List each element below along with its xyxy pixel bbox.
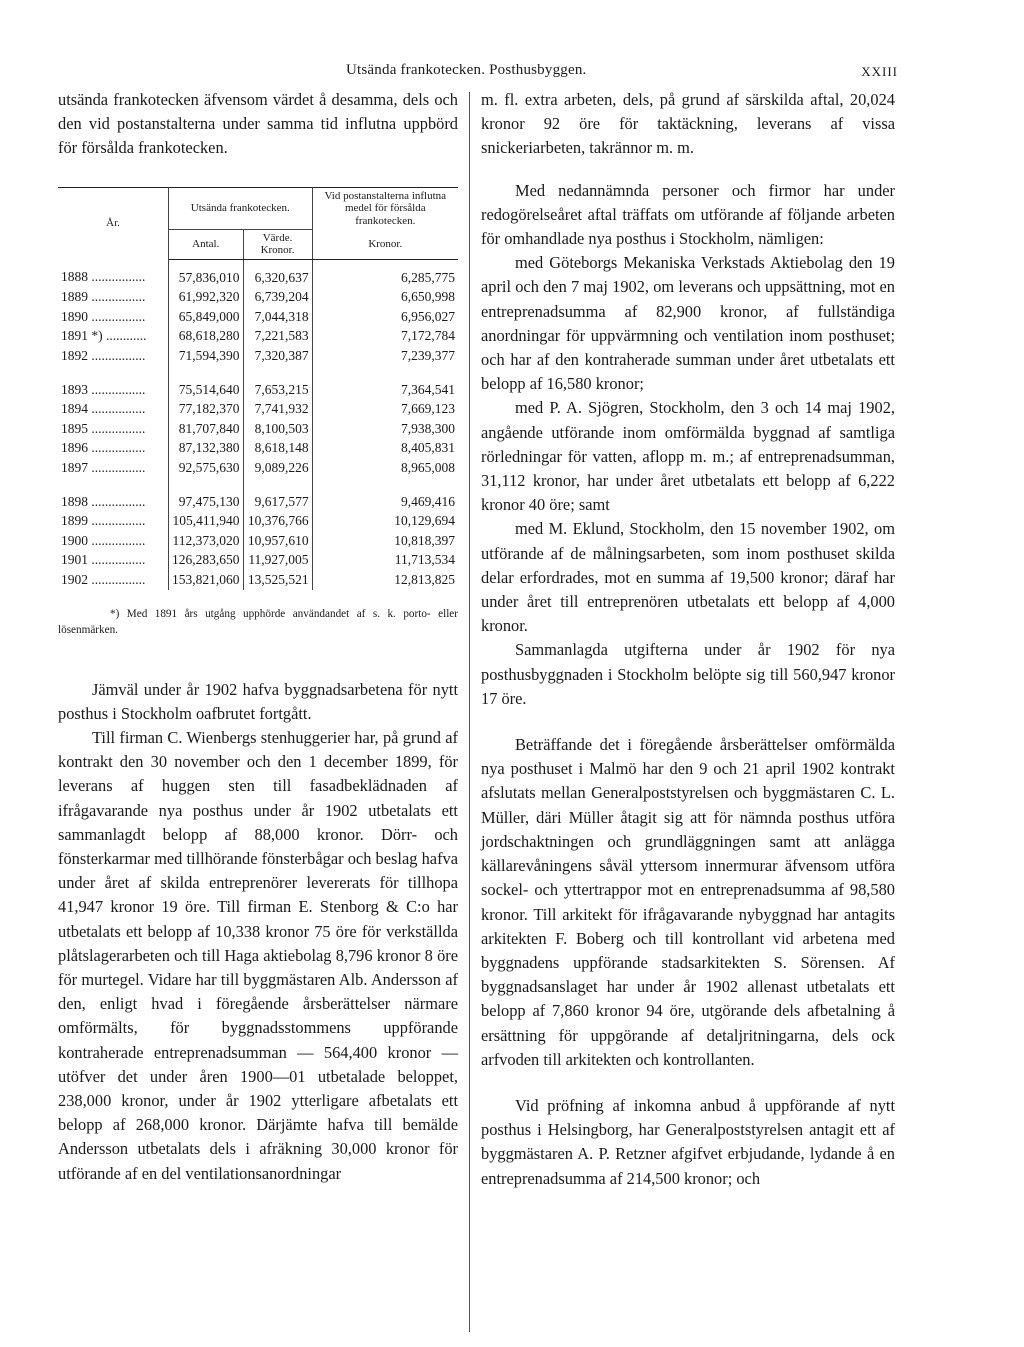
- cell-count: 126,283,650: [169, 550, 244, 570]
- cell-count: 57,836,010: [169, 259, 244, 287]
- cell-value: 10,957,610: [243, 531, 312, 551]
- year-label: 1890: [61, 308, 88, 324]
- dot-leader: ................: [88, 269, 146, 285]
- cell-receipts: 6,956,027: [401, 308, 455, 324]
- year-label: 1894: [61, 401, 88, 417]
- cell-year: [58, 478, 169, 512]
- cell-year: [58, 511, 169, 531]
- paragraph-contracts-intro: Med nedannämnda personer och firmor har under redogörelseåret aftal träffats om utförande af följande arbeten för omhandlade nya posthus i Stockholm, nämligen:: [481, 180, 895, 249]
- col-count-header: Antal.: [169, 229, 244, 259]
- intro-paragraph: utsända frankotecken äfvensom värdet å desamma, dels och den vid postanstalterna under samma tid influtna uppbörd för försålda frankotecken.: [58, 90, 458, 158]
- cell-year: [58, 419, 169, 439]
- cell-value: 9,617,577: [243, 478, 312, 512]
- cell-count: 61,992,320: [169, 287, 244, 307]
- table-row: [58, 550, 458, 570]
- cell-receipts: 9,469,416: [401, 493, 455, 509]
- table-footnote: *) Med 1891 års utgång upphörde användandet af s. k. porto- eller lösenmärken.: [58, 607, 458, 636]
- table-row: [58, 478, 458, 512]
- cell-value: 7,221,583: [243, 326, 312, 346]
- table-row: [58, 307, 458, 327]
- col-year-header: År.: [58, 187, 169, 259]
- table-row: [58, 259, 458, 287]
- dot-leader: ................: [88, 420, 146, 436]
- cell-value: 11,927,005: [243, 550, 312, 570]
- paragraph-sjogren: med P. A. Sjögren, Stockholm, den 3 och 14 maj 1902, angående utförande inom omförmälda byggnad af samtliga rörledningar för vatten, aflopp m. m.; af entreprenadsumman, 31,112 kronor, har under året utbetalats ett belopp af 6,222 kronor 40 öre; samt: [481, 398, 895, 515]
- table-group-1: [58, 259, 458, 365]
- cell-receipts: 6,650,998: [401, 289, 455, 305]
- table-row: [58, 346, 458, 366]
- paragraph-helsingborg: Vid pröfning af inkomna anbud å uppförande af nytt posthus i Helsingborg, har Generalpoststyrelsen antagit ett af byggmästaren A. P. Retzner afgifvet erbjudande, lydande å en entreprenadsumma af 214,500 kronor; och: [481, 1095, 895, 1188]
- cell-count: 71,594,390: [169, 346, 244, 366]
- cell-receipts: 12,813,825: [394, 571, 455, 587]
- year-label: 1896: [61, 440, 88, 456]
- year-label: 1897: [61, 459, 88, 475]
- cell-receipts: 11,713,534: [394, 552, 455, 568]
- table-row: [58, 531, 458, 551]
- cell-count: 97,475,130: [169, 478, 244, 512]
- paragraph-goteborg: med Göteborgs Mekaniska Verkstads Aktiebolag den 19 april och den 7 maj 1902, om leverans och uppsättning, mot en entreprenadsumma af 82,900 kronor, af fullständiga anordningar för uppvärmning och ventilation inom posthuset; och har af den kontraherade summan under året utbetalats ett belopp af 16,580 kronor;: [481, 253, 895, 394]
- cell-value: 7,044,318: [243, 307, 312, 327]
- paragraph-continuation: m. fl. extra arbeten, dels, på grund af särskilda aftal, 20,024 kronor 92 öre för taktäckning, leverans af vissa snickeriarbeten, takrännor m. m.: [481, 90, 895, 158]
- cell-year: [58, 346, 169, 366]
- cell-year: [58, 259, 169, 287]
- cell-count: 75,514,640: [169, 366, 244, 400]
- dot-leader: ................: [88, 532, 146, 548]
- col-group-header: Utsända frankotecken.: [169, 187, 313, 229]
- year-label: 1893: [61, 381, 88, 397]
- paragraph-total: Sammanlagda utgifterna under år 1902 för nya posthusbyggnaden i Stockholm belöpte sig till 560,947 kronor 17 öre.: [481, 640, 895, 708]
- cell-count: 92,575,630: [169, 458, 244, 478]
- cell-year: [58, 458, 169, 478]
- cell-value: 8,618,148: [243, 438, 312, 458]
- year-label: 1889: [61, 289, 88, 305]
- frankotecken-table: [58, 187, 458, 590]
- dot-leader: ................: [88, 493, 146, 509]
- dot-leader: ................: [88, 401, 146, 417]
- cell-receipts: 7,172,784: [401, 328, 455, 344]
- year-label: 1900: [61, 532, 88, 548]
- cell-value: 8,100,503: [243, 419, 312, 439]
- cell-year: [58, 438, 169, 458]
- year-label: 1888: [61, 269, 88, 285]
- table-row: [58, 326, 458, 346]
- cell-year: [58, 570, 169, 590]
- dot-leader: ............: [102, 328, 147, 344]
- cell-count: 153,821,060: [169, 570, 244, 590]
- cell-receipts: 8,965,008: [401, 459, 455, 475]
- cell-receipts: 10,129,694: [394, 513, 455, 529]
- cell-receipts: 7,364,541: [401, 381, 455, 397]
- cell-value: 9,089,226: [243, 458, 312, 478]
- paragraph-stockholm-intro: Jämväl under år 1902 hafva byggnadsarbetena för nytt posthus i Stockholm oafbrutet fortgått.: [58, 679, 458, 723]
- cell-year: [58, 307, 169, 327]
- col-receipts-unit: Kronor.: [312, 229, 458, 259]
- dot-leader: ................: [88, 440, 146, 456]
- dot-leader: ................: [88, 459, 146, 475]
- year-label: 1898: [61, 493, 88, 509]
- cell-count: 81,707,840: [169, 419, 244, 439]
- year-label: 1901: [61, 552, 88, 568]
- cell-value: 7,320,387: [243, 346, 312, 366]
- cell-count: 68,618,280: [169, 326, 244, 346]
- cell-year: [58, 326, 169, 346]
- running-head: [0, 62, 1024, 86]
- cell-value: 7,741,932: [243, 399, 312, 419]
- cell-year: [58, 399, 169, 419]
- year-label: 1892: [61, 347, 88, 363]
- table-row: [58, 570, 458, 590]
- dot-leader: ................: [88, 552, 146, 568]
- cell-receipts: 6,285,775: [401, 269, 455, 285]
- cell-receipts: 10,818,397: [394, 532, 455, 548]
- paragraph-eklund: med M. Eklund, Stockholm, den 15 november 1902, om utförande af de målningsarbeten, som inom posthuset skilda delar erfordrades, mot en summa af 19,500 kronor; däraf har under året till entreprenören utbetalats ett belopp af 4,000 kronor.: [481, 519, 895, 636]
- cell-value: 7,653,215: [243, 366, 312, 400]
- table-group-3: [58, 478, 458, 590]
- table-group-2: [58, 366, 458, 478]
- cell-year: [58, 550, 169, 570]
- cell-receipts: 7,669,123: [401, 401, 455, 417]
- year-label: 1895: [61, 420, 88, 436]
- cell-year: [58, 531, 169, 551]
- year-label: 1891 *): [61, 328, 103, 344]
- col-value-header: Värde. Kronor.: [243, 229, 312, 259]
- page-number: XXIII: [861, 64, 898, 79]
- table-row: [58, 399, 458, 419]
- table-row: [58, 438, 458, 458]
- cell-value: 10,376,766: [243, 511, 312, 531]
- cell-count: 112,373,020: [169, 531, 244, 551]
- dot-leader: ................: [88, 308, 146, 324]
- table-row: [58, 419, 458, 439]
- year-label: 1899: [61, 513, 88, 529]
- cell-value: 6,739,204: [243, 287, 312, 307]
- dot-leader: ................: [88, 381, 146, 397]
- col-receipts-header: Vid postanstalterna influtna medel för försålda frankotecken.: [312, 187, 458, 229]
- cell-receipts: 7,239,377: [401, 347, 455, 363]
- cell-count: 87,132,380: [169, 438, 244, 458]
- left-column: [58, 88, 458, 1186]
- table-row: [58, 366, 458, 400]
- column-divider: [469, 92, 470, 1332]
- dot-leader: ................: [88, 289, 146, 305]
- cell-count: 77,182,370: [169, 399, 244, 419]
- cell-value: 13,525,521: [243, 570, 312, 590]
- cell-receipts: 7,938,300: [401, 420, 455, 436]
- paragraph-wienberg: Till firman C. Wienbergs stenhuggerier har, på grund af kontrakt den 30 november och den 1 december 1899, för leverans af huggen sten till fasadbeklädnaden af ifrågavarande nya posthus under år 1902 utbetalats ett sammanlagdt belopp af 88,000 kronor. Dörr- och fönsterkarmar med tillhörande fönsterbågar och beslag hafva under året af skilda entreprenörer levererats för tillhopa 41,947 kronor 19 öre. Till firman E. Stenborg & C:o har utbetalats ett belopp af 10,338 kronor 75 öre för verkställda plåtslagerarbeten och till Haga aktiebolag 8,796 kronor 8 öre för murtegel. Vidare har till byggmästaren Alb. Andersson af den, enligt hvad i föregående årsberättelser närmare omförmälts, för byggnadsstommens uppförande kontraherade entreprenadsumman — 564,400 kronor — utöfver det under åren 1900—01 utbetalade beloppet, 238,000 kronor, under år 1902 ytterligare afbetalats ett belopp af 268,000 kronor. Därjämte hafva till bemälde Andersson utbetalats dels i afräkning 30,000 kronor för utförande af en del ventilationsanordningar: [58, 727, 458, 1183]
- cell-receipts: 8,405,831: [401, 440, 455, 456]
- table-row: [58, 511, 458, 531]
- cell-count: 65,849,000: [169, 307, 244, 327]
- right-column: [481, 88, 895, 1191]
- dot-leader: ................: [88, 513, 146, 529]
- cell-year: [58, 366, 169, 400]
- paragraph-malmo: Beträffande det i föregående årsberättelser omförmälda nya posthuset i Malmö har den 9 och 21 april 1902 kontrakt afslutats mellan Generalpoststyrelsen och byggmästaren C. L. Müller, däri Müller åtagit sig att för nämnda posthus utföra jordschaktningen och grundläggningen samt att anlägga källarevåningens såväl yttersom innermurar äfvensom utföra sockel- och yttertrappor mot en entreprenadsumma af 98,580 kronor. Till arkitekt för ifrågavarande nybyggnad har antagits arkitekten F. Boberg och till kontrollant vid arbetena med byggnadens uppförande stadsarkitekten S. Sörensen. Af byggnadsanslaget har under år 1902 allenast utbetalats ett belopp af 7,860 kronor 94 öre, utgörande dels afbetalning å ersättning för uppgörande af detaljritningarna, dels ock arfvoden till arkitekten och kontrollanten.: [481, 735, 895, 1069]
- cell-year: [58, 287, 169, 307]
- cell-value: 6,320,637: [243, 259, 312, 287]
- table-row: [58, 458, 458, 478]
- table-row: [58, 287, 458, 307]
- cell-count: 105,411,940: [169, 511, 244, 531]
- dot-leader: ................: [88, 347, 146, 363]
- year-label: 1902: [61, 571, 88, 587]
- running-title: Utsända frankotecken. Posthusbyggen.: [346, 62, 587, 78]
- dot-leader: ................: [88, 571, 146, 587]
